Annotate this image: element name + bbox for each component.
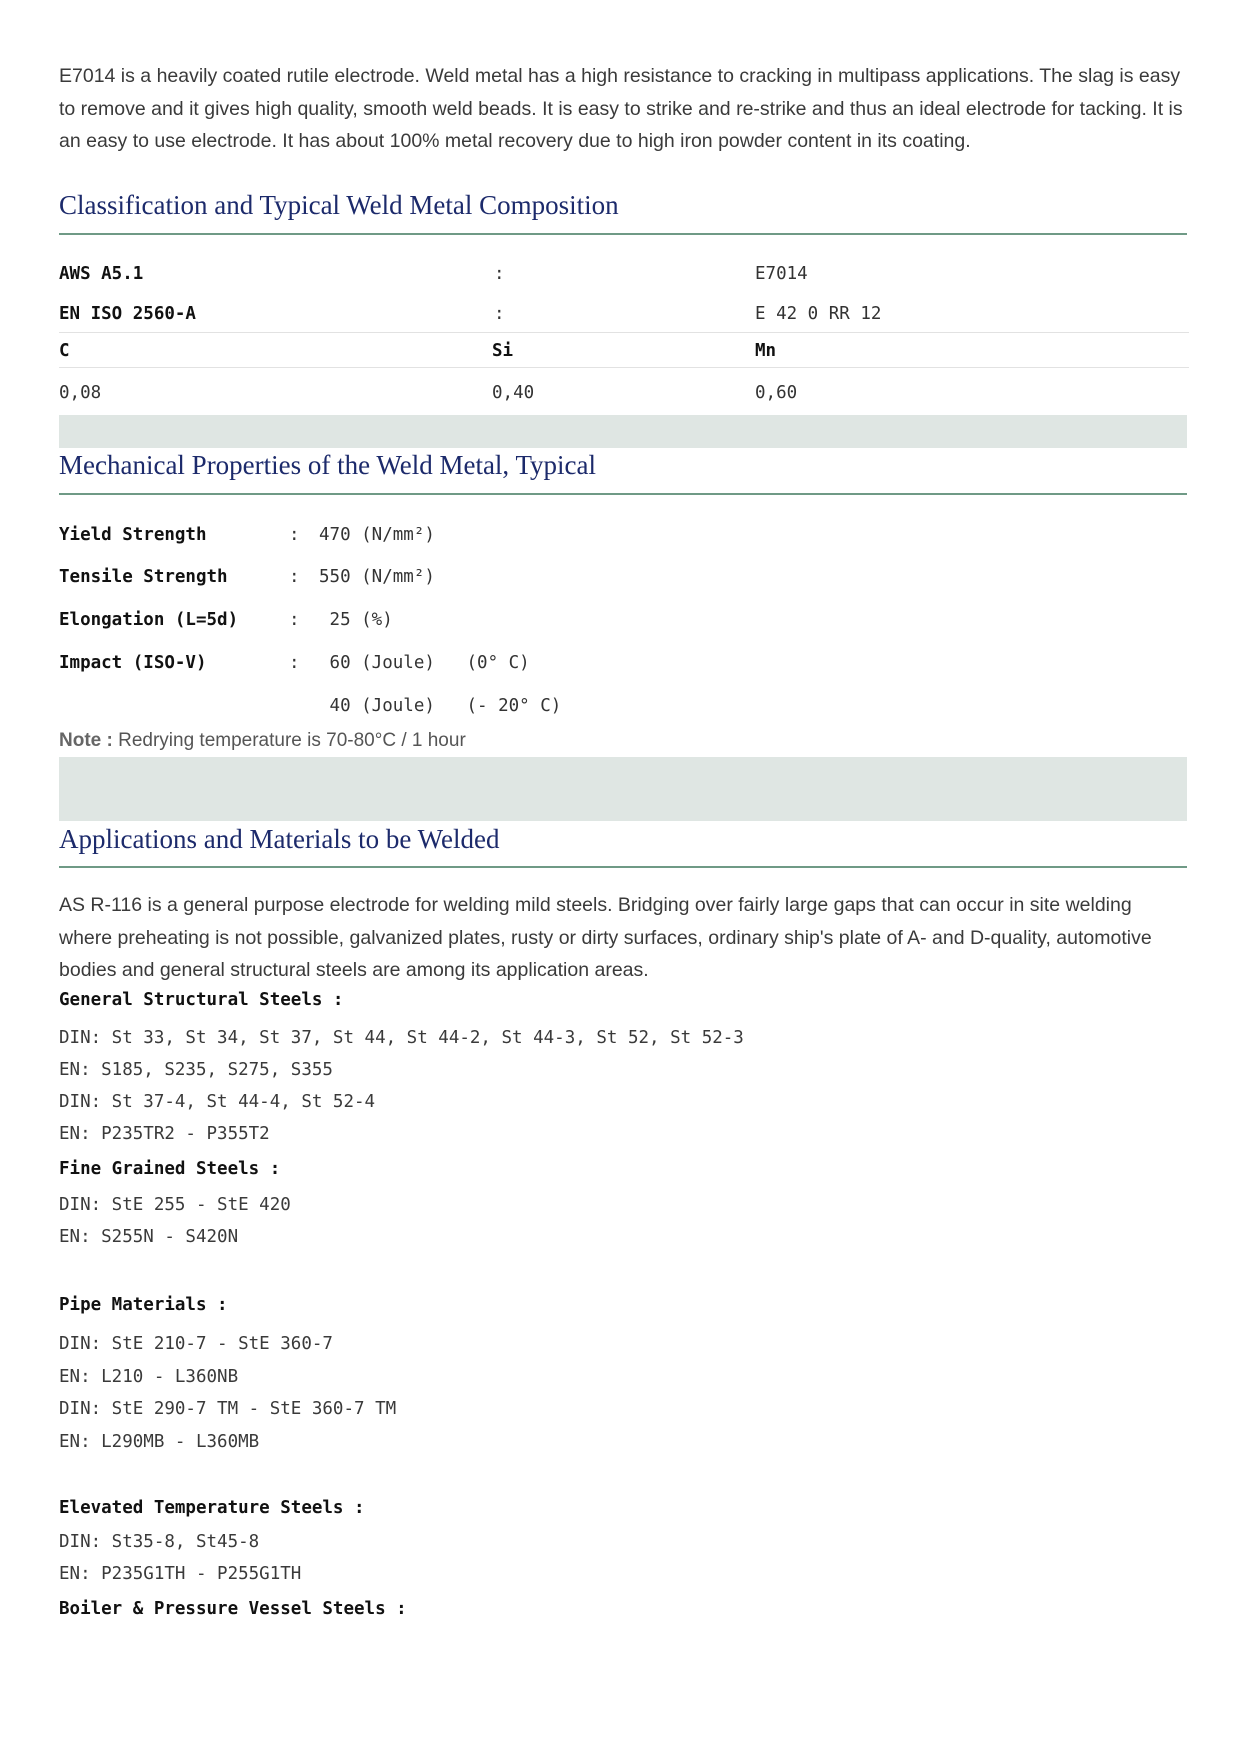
standard-row-aws [59,260,1189,288]
group-heading-fine-grained: Fine Grained Steels : [59,1159,281,1179]
section-band [59,757,1187,821]
property-label: Yield Strength [59,525,207,545]
property-impact-low-temp [59,692,659,720]
composition-value-c: 0,08 [59,383,102,403]
property-impact [59,649,659,677]
group-line: EN: P235TR2 - P355T2 [59,1124,270,1144]
group-line: DIN: St 33, St 34, St 37, St 44, St 44-2, St 44-3, St 52, St 52-3 [59,1028,744,1048]
property-tensile-strength [59,563,659,591]
standard-sep: : [494,304,505,324]
note-text: Redrying temperature is 70-80°C / 1 hour [112,730,466,751]
table-divider [59,332,1189,333]
section-band [59,415,1187,448]
group-line: EN: L210 - L360NB [59,1367,239,1387]
composition-value-mn: 0,60 [755,383,798,403]
composition-header-mn: Mn [755,341,777,361]
classification-rule [59,233,1187,235]
standard-row-en-iso [59,300,1189,328]
group-line: DIN: StE 210-7 - StE 360-7 [59,1334,333,1354]
standard-label: AWS A5.1 [59,264,144,284]
group-line: DIN: St 37-4, St 44-4, St 52-4 [59,1092,376,1112]
composition-value-si: 0,40 [492,383,535,403]
applications-rule [59,866,1187,868]
composition-header-si: Si [492,341,514,361]
property-value: 60 (Joule) (0° C) [319,653,530,673]
property-label: Tensile Strength [59,567,228,587]
standard-sep: : [494,264,505,284]
standard-value: E7014 [755,264,808,284]
group-line: EN: S185, S235, S275, S355 [59,1060,333,1080]
mechanical-heading: Mechanical Properties of the Weld Metal, Typical [59,450,597,480]
group-line: EN: P235G1TH - P255G1TH [59,1564,302,1584]
applications-paragraph: AS R-116 is a general purpose electrode for welding mild steels. Bridging over fairly large gaps that can occur in site welding where preheating is not possible, galvanized plates, rusty or dirty surfaces, ordinary ship's plate of A- and D-quality, automotive bodies and general structural steels are among its application areas. [59,894,1152,981]
property-sep: : [289,567,300,587]
group-heading-pipe-materials: Pipe Materials : [59,1295,228,1315]
property-sep: : [289,653,300,673]
group-line: EN: S255N - S420N [59,1227,239,1247]
property-value: 470 (N/mm²) [319,525,435,545]
group-heading-elevated-temperature: Elevated Temperature Steels : [59,1498,365,1518]
standard-label: EN ISO 2560-A [59,304,196,324]
table-divider [59,367,1189,368]
property-yield-strength [59,521,659,549]
composition-header-c: C [59,341,70,361]
property-elongation [59,606,659,634]
composition-header-row [59,337,1189,365]
group-line: DIN: StE 290-7 TM - StE 360-7 TM [59,1399,397,1419]
property-value: 40 (Joule) (- 20° C) [319,696,562,716]
property-sep: : [289,610,300,630]
standard-value: E 42 0 RR 12 [755,304,882,324]
property-label: Elongation (L=5d) [59,610,239,630]
property-value: 550 (N/mm²) [319,567,435,587]
mechanical-rule [59,493,1187,495]
applications-heading: Applications and Materials to be Welded [59,824,500,854]
group-line: DIN: StE 255 - StE 420 [59,1195,291,1215]
group-line: EN: L290MB - L360MB [59,1432,260,1452]
property-label: Impact (ISO-V) [59,653,207,673]
group-line: DIN: St35-8, St45-8 [59,1532,260,1552]
intro-paragraph: E7014 is a heavily coated rutile electrode. Weld metal has a high resistance to cracking in multipass applications. The slag is easy to remove and it gives high quality, smooth weld beads. It is easy to strike and re-strike and thus an ideal electrode for tacking. It is an easy to use electrode. It has about 100% metal recovery due to high iron powder content in its coating. [59,65,1183,152]
property-value: 25 (%) [319,610,393,630]
group-heading-general-structural: General Structural Steels : [59,990,344,1010]
property-sep: : [289,525,300,545]
redrying-note [59,727,466,755]
classification-heading: Classification and Typical Weld Metal Composition [59,190,619,220]
note-label: Note : [59,730,113,751]
composition-value-row [59,379,1189,407]
group-heading-boiler-pressure-vessel: Boiler & Pressure Vessel Steels : [59,1599,407,1619]
